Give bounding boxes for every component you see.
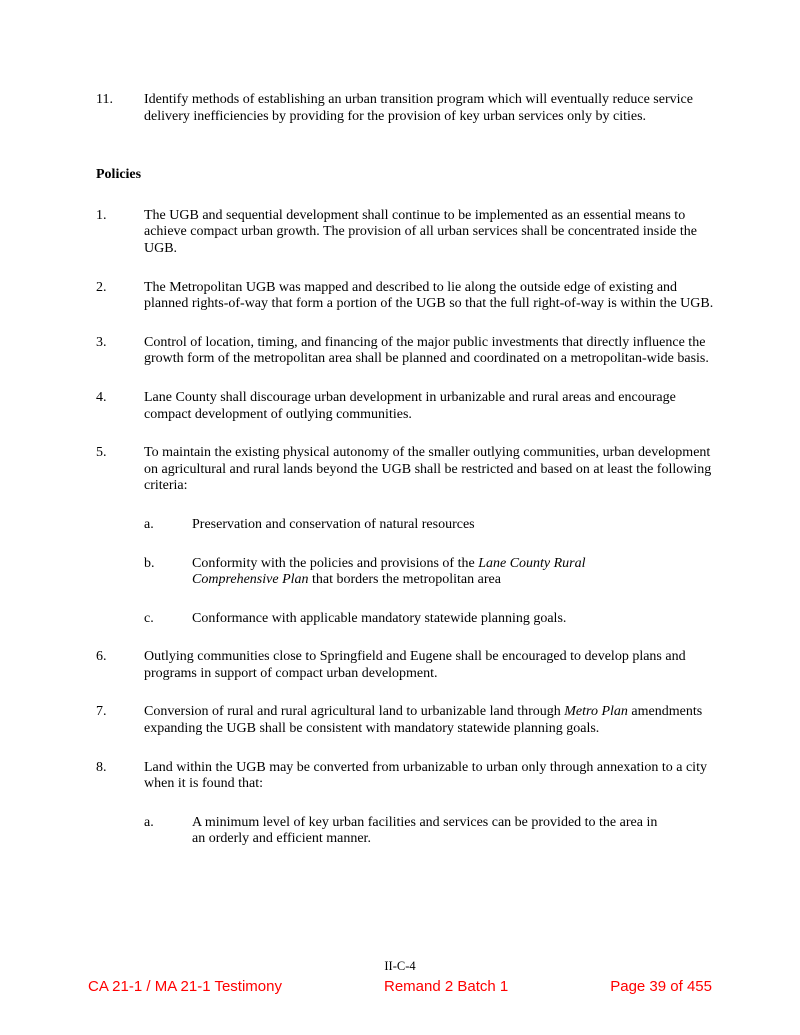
stamp-center-label: Remand 2 Batch 1 [383, 978, 509, 995]
item-number: 2. [96, 279, 107, 295]
subitem-text: Conformance with applicable mandatory statewide planning goals. [192, 610, 567, 626]
section-heading: Policies [96, 167, 142, 183]
policy-5-subitem-b [144, 556, 714, 589]
stamp-left-label: CA 21-1 / MA 21-1 Testimony [88, 978, 282, 995]
subitem-text-italic: Lane County Rural Comprehensive Plan [192, 555, 586, 588]
stamp-right-label: Page 39 of 455 [610, 978, 712, 995]
subitem-text-post: that borders the metropolitan area [308, 572, 501, 588]
item-text-pre: Conversion of rural and rural agricultural land to urbanizable land through [144, 704, 565, 720]
item-number: 8. [96, 759, 107, 775]
item-number: 7. [96, 704, 107, 720]
policy-item-3 [96, 335, 714, 368]
item-number: 3. [96, 334, 107, 350]
policy-item-8 [96, 760, 714, 848]
policy-item-1 [96, 208, 714, 258]
subitem-letter: b. [144, 555, 155, 571]
list-item-11 [96, 92, 714, 125]
item-number: 1. [96, 207, 107, 223]
subitem-text [192, 556, 662, 589]
subitem-letter: c. [144, 610, 154, 626]
item-text-italic: Metro Plan [564, 704, 628, 720]
item-text-post: amendments expanding the UGB shall be consistent with mandatory statewide planning goals. [144, 704, 703, 737]
policy-5-text: To maintain the existing physical autonomy of the smaller outlying communities, urban development on agricultural and rural lands beyond the UGB shall be restricted and based on at least the following criteria: [144, 445, 712, 494]
item-text [144, 760, 714, 848]
policy-item-7 [96, 704, 714, 737]
item-number: 4. [96, 389, 107, 405]
item-number: 6. [96, 649, 107, 665]
item-number: 11. [96, 92, 113, 107]
policy-5-subitem-a [144, 517, 714, 534]
item-text: The Metropolitan UGB was mapped and described to lie along the outside edge of existing and planned rights-of-way that form a portion of the UGB so that the full right-of-way is within the UGB. [144, 279, 714, 312]
subitem-text-pre: Conformity with the policies and provisions of the [192, 555, 479, 571]
policy-8-text: Land within the UGB may be converted from urbanizable to urban only through annexation to a city when it is found that: [144, 759, 707, 792]
item-number: 5. [96, 445, 107, 461]
policy-5-subitem-c [144, 611, 714, 628]
policy-item-2 [96, 280, 714, 313]
policy-8-subitem-a [144, 815, 714, 848]
item-text: Lane County shall discourage urban development in urbanizable and rural areas and encourage compact development of outlying communities. [144, 389, 676, 422]
page-number-label: II-C-4 [384, 959, 416, 973]
item-text [144, 704, 714, 737]
item-text: The UGB and sequential development shall continue to be implemented as an essential means to achieve compact urban growth. The provision of all urban services shall be concentrated inside the UGB. [144, 207, 697, 256]
subitem-letter: a. [144, 516, 154, 532]
policy-item-4 [96, 390, 714, 423]
item-text: Outlying communities close to Springfield and Eugene shall be encouraged to develop plans and programs in support of compact urban development. [144, 649, 686, 681]
subitem-letter: a. [144, 814, 154, 830]
subitem-text: A minimum level of key urban facilities and services can be provided to the area in an orderly and efficient manner. [192, 814, 658, 847]
document-body [96, 92, 714, 870]
policy-item-5 [96, 445, 714, 627]
item-text: Control of location, timing, and financing of the major public investments that directly influence the growth form of the metropolitan area shall be planned and coordinated on a metropolitan-wide basis. [144, 334, 709, 367]
policy-item-6 [96, 649, 714, 682]
subitem-text: Preservation and conservation of natural resources [192, 516, 475, 532]
item-text [144, 445, 714, 627]
item-text: Identify methods of establishing an urban transition program which will eventually reduce service delivery inefficiencies by providing for the provision of key urban services only by cities. [144, 92, 693, 124]
testimony-stamp [88, 978, 712, 996]
